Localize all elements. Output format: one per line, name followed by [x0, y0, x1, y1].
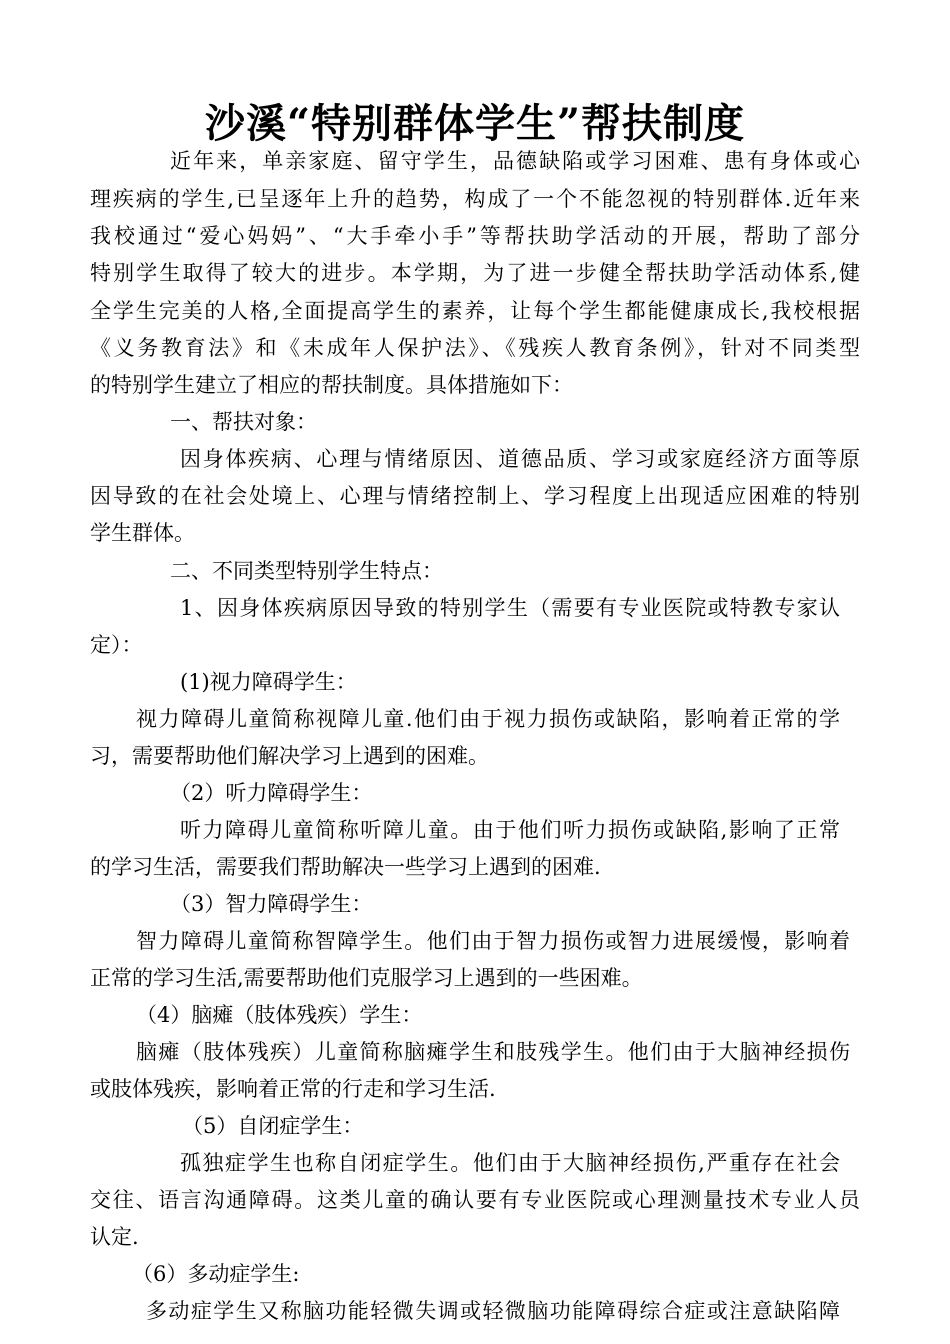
paragraph-line: 近年来，单亲家庭、留守学生，品德缺陷或学习困难、患有身体或心 [170, 149, 860, 173]
paragraph-line: 因身体疾病、心理与情绪原因、道德品质、学习或家庭经济方面等原 [180, 447, 860, 471]
paragraph-line: 因导致的在社会处境上、心理与情绪控制上、学习程度上出现适应困难的特别 [90, 484, 860, 508]
paragraph-line: 视力障碍儿童简称视障儿童.他们由于视力损伤或缺陷，影响着正常的学 [136, 707, 840, 731]
paragraph-line: 的学习生活，需要我们帮助解决一些学习上遇到的困难. [90, 855, 601, 879]
paragraph-line: 交往、语言沟通障碍。这类儿童的确认要有专业医院或心理测量技术专业人员 [90, 1188, 860, 1212]
paragraph-line: 智力障碍儿童简称智障学生。他们由于智力损伤或智力进展缓慢，影响着 [136, 929, 850, 953]
document-title: 沙溪“特别群体学生”帮扶制度 [204, 100, 745, 147]
paragraph-line: 定）： [90, 633, 143, 657]
paragraph-line: 学生群体。 [90, 521, 195, 545]
paragraph-line: 孤独症学生也称自闭症学生。他们由于大脑神经损伤,严重存在社会 [180, 1151, 840, 1175]
paragraph-line: 习，需要帮助他们解决学习上遇到的困难。 [90, 744, 489, 768]
paragraph-line: 《义务教育法》和《未成年人保护法》、《残疾人教育条例》，针对不同类型 [90, 336, 860, 360]
paragraph-line: 或肢体残疾，影响着正常的行走和学习生活. [90, 1077, 496, 1101]
paragraph-line: 认定. [90, 1225, 139, 1249]
section-heading: 一、帮扶对象： [170, 410, 317, 434]
subsection-heading: （2）听力障碍学生： [170, 781, 373, 805]
paragraph-line: 的特别学生建立了相应的帮扶制度。具体措施如下： [90, 373, 573, 397]
subsection-heading: (1)视力障碍学生： [180, 670, 357, 694]
subsection-heading: （4）脑瘫（肢体残疾）学生： [136, 1003, 423, 1027]
subsection-heading: （5）自闭症学生： [182, 1114, 364, 1138]
section-heading: 二、不同类型特别学生特点： [170, 559, 443, 583]
paragraph-line: 理疾病的学生,已呈逐年上升的趋势，构成了一个不能忽视的特别群体.近年来 [90, 187, 860, 211]
paragraph-line: 1、因身体疾病原因导致的特别学生（需要有专业医院或特教专家认 [180, 596, 840, 620]
paragraph-line: 正常的学习生活,需要帮助他们克服学习上遇到的一些困难。 [90, 966, 643, 990]
paragraph-line: 听力障碍儿童简称听障儿童。由于他们听力损伤或缺陷,影响了正常 [180, 818, 840, 842]
subsection-heading: （3）智力障碍学生： [170, 892, 373, 916]
subsection-heading: （6）多动症学生: [132, 1262, 300, 1286]
paragraph-line: 我校通过“爱心妈妈”、“大手牵小手”等帮扶助学活动的开展，帮助了部分 [90, 224, 860, 248]
paragraph-line: 脑瘫（肢体残疾）儿童简称脑瘫学生和肢残学生。他们由于大脑神经损伤 [136, 1040, 850, 1064]
paragraph-line: 全学生完美的人格,全面提高学生的素养，让每个学生都能健康成长,我校根据 [90, 299, 860, 323]
paragraph-line: 多动症学生又称脑功能轻微失调或轻微脑功能障碍综合症或注意缺陷障 [146, 1299, 840, 1323]
paragraph-line: 特别学生取得了较大的进步。本学期，为了进一步健全帮扶助学活动体系,健 [90, 261, 860, 285]
